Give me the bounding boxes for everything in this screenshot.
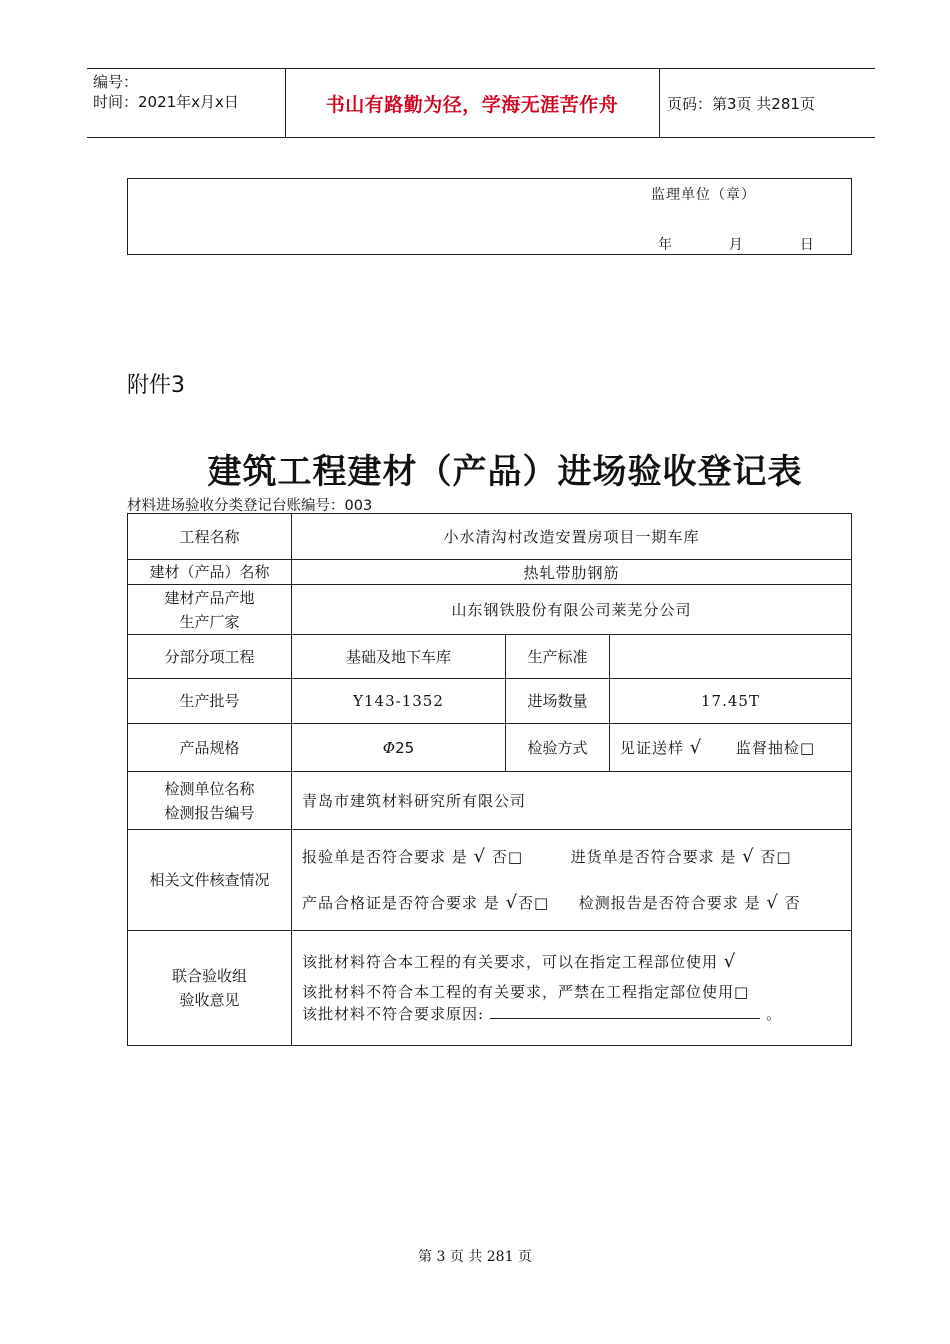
reason-blank-line xyxy=(490,1004,760,1019)
spec-label: 产品规格 xyxy=(128,724,292,772)
spec-value xyxy=(292,724,506,772)
motto: 书山有路勤为径，学海无涯苦作舟 xyxy=(325,93,619,116)
quantity-value: 17.45T xyxy=(610,679,852,724)
opinion-label xyxy=(128,931,292,1046)
material-name-value: 热轧带肋钢筋 xyxy=(292,560,852,585)
page-header xyxy=(87,68,875,138)
time-label: 时间：2021年x月x日 xyxy=(93,93,239,111)
lab-value: 青岛市建筑材料研究所有限公司 xyxy=(292,772,852,830)
project-name-value: 小水清沟村改造安置房项目一期车库 xyxy=(292,514,852,560)
inspect-supervise: 监督抽检□ xyxy=(735,739,816,757)
subproject-value: 基础及地下车库 xyxy=(292,635,506,679)
header-motto-cell xyxy=(285,69,660,137)
project-name-label: 工程名称 xyxy=(128,514,292,560)
batch-label: 生产批号 xyxy=(128,679,292,724)
lab-label-line2: 检测报告编号 xyxy=(164,803,255,822)
quantity-label: 进场数量 xyxy=(506,679,610,724)
lab-label xyxy=(128,772,292,830)
inspect-label: 检验方式 xyxy=(506,724,610,772)
supervisor-date xyxy=(658,234,814,254)
docs-no-box: 否□ xyxy=(518,894,550,912)
page-footer: 第 3 页 共 281 页 xyxy=(418,1249,532,1265)
opinion-accept: 该批材料符合本工程的有关要求，可以在指定工程部位使用 xyxy=(302,953,719,971)
supervisor-box xyxy=(127,178,852,255)
standard-label: 生产标准 xyxy=(506,635,610,679)
opinion-label-line2: 验收意见 xyxy=(179,991,240,1009)
document-title: 建筑工程建材（产品）进场验收登记表 xyxy=(207,452,803,492)
subproject-label: 分部分项工程 xyxy=(128,635,292,679)
lab-label-line1: 检测单位名称 xyxy=(164,779,255,798)
header-page-cell xyxy=(659,69,875,137)
check-icon: √ xyxy=(742,846,755,867)
table-row xyxy=(128,830,852,931)
opinion-line1 xyxy=(302,951,851,973)
table-row xyxy=(128,724,852,772)
table-row xyxy=(128,514,852,560)
date-year: 年 xyxy=(658,237,672,253)
check-icon: √ xyxy=(505,892,519,913)
header-meta xyxy=(87,69,286,137)
check-icon: √ xyxy=(473,846,487,867)
check-icon: √ xyxy=(766,892,779,913)
table-row xyxy=(128,585,852,635)
opinion-line3 xyxy=(302,1003,851,1025)
inspect-value xyxy=(610,724,852,772)
origin-label-line2: 生产厂家 xyxy=(179,612,240,631)
table-row xyxy=(128,931,852,1046)
registration-table xyxy=(127,513,852,1046)
docs-value xyxy=(292,830,852,931)
docs-label: 相关文件核查情况 xyxy=(128,830,292,931)
ledger-number: 材料进场验收分类登记台账编号：003 xyxy=(127,498,373,514)
spec-size: 25 xyxy=(395,738,415,757)
docs-line2 xyxy=(302,892,851,914)
standard-value xyxy=(610,635,852,679)
origin-label xyxy=(128,585,292,635)
check-icon: √ xyxy=(723,951,737,972)
material-name-label: 建材（产品）名称 xyxy=(128,560,292,585)
origin-label-line1: 建材产品产地 xyxy=(164,588,255,607)
docs-check-certificate: 产品合格证是否符合要求 是 xyxy=(302,894,500,912)
rebar-symbol: Φ xyxy=(382,738,396,757)
origin-value: 山东钢铁股份有限公司莱芜分公司 xyxy=(292,585,852,635)
table-row xyxy=(128,560,852,585)
opinion-line2: 该批材料不符合本工程的有关要求，严禁在工程指定部位使用□ xyxy=(302,983,750,1001)
code-label: 编号： xyxy=(93,73,139,91)
opinion-reason-end: 。 xyxy=(766,1005,783,1023)
date-day: 日 xyxy=(799,237,814,253)
docs-check-inspection: 报验单是否符合要求 是 xyxy=(302,848,468,866)
table-row xyxy=(128,772,852,830)
supervisor-unit: 监理单位（章） xyxy=(651,187,756,203)
attachment-label: 附件3 xyxy=(127,373,185,398)
opinion-label-line1: 联合验收组 xyxy=(171,967,247,985)
opinion-value xyxy=(292,931,852,1046)
docs-no-box: 否□ xyxy=(760,848,792,866)
check-icon: √ xyxy=(689,737,703,758)
docs-check-delivery: 进货单是否符合要求 是 xyxy=(570,848,737,866)
inspect-witness: 见证送样 xyxy=(620,739,685,757)
docs-check-report: 检测报告是否符合要求 是 xyxy=(578,894,761,912)
docs-no-box: 否□ xyxy=(491,848,524,866)
table-row xyxy=(128,679,852,724)
opinion-reason-label: 该批材料不符合要求原因: xyxy=(302,1005,485,1023)
docs-no-text: 否 xyxy=(784,894,801,912)
table-row xyxy=(128,635,852,679)
batch-value: Y143-1352 xyxy=(292,679,506,724)
date-month: 月 xyxy=(728,237,743,253)
page-code: 页码：第3页 共281页 xyxy=(667,94,815,113)
docs-line1 xyxy=(302,846,851,868)
